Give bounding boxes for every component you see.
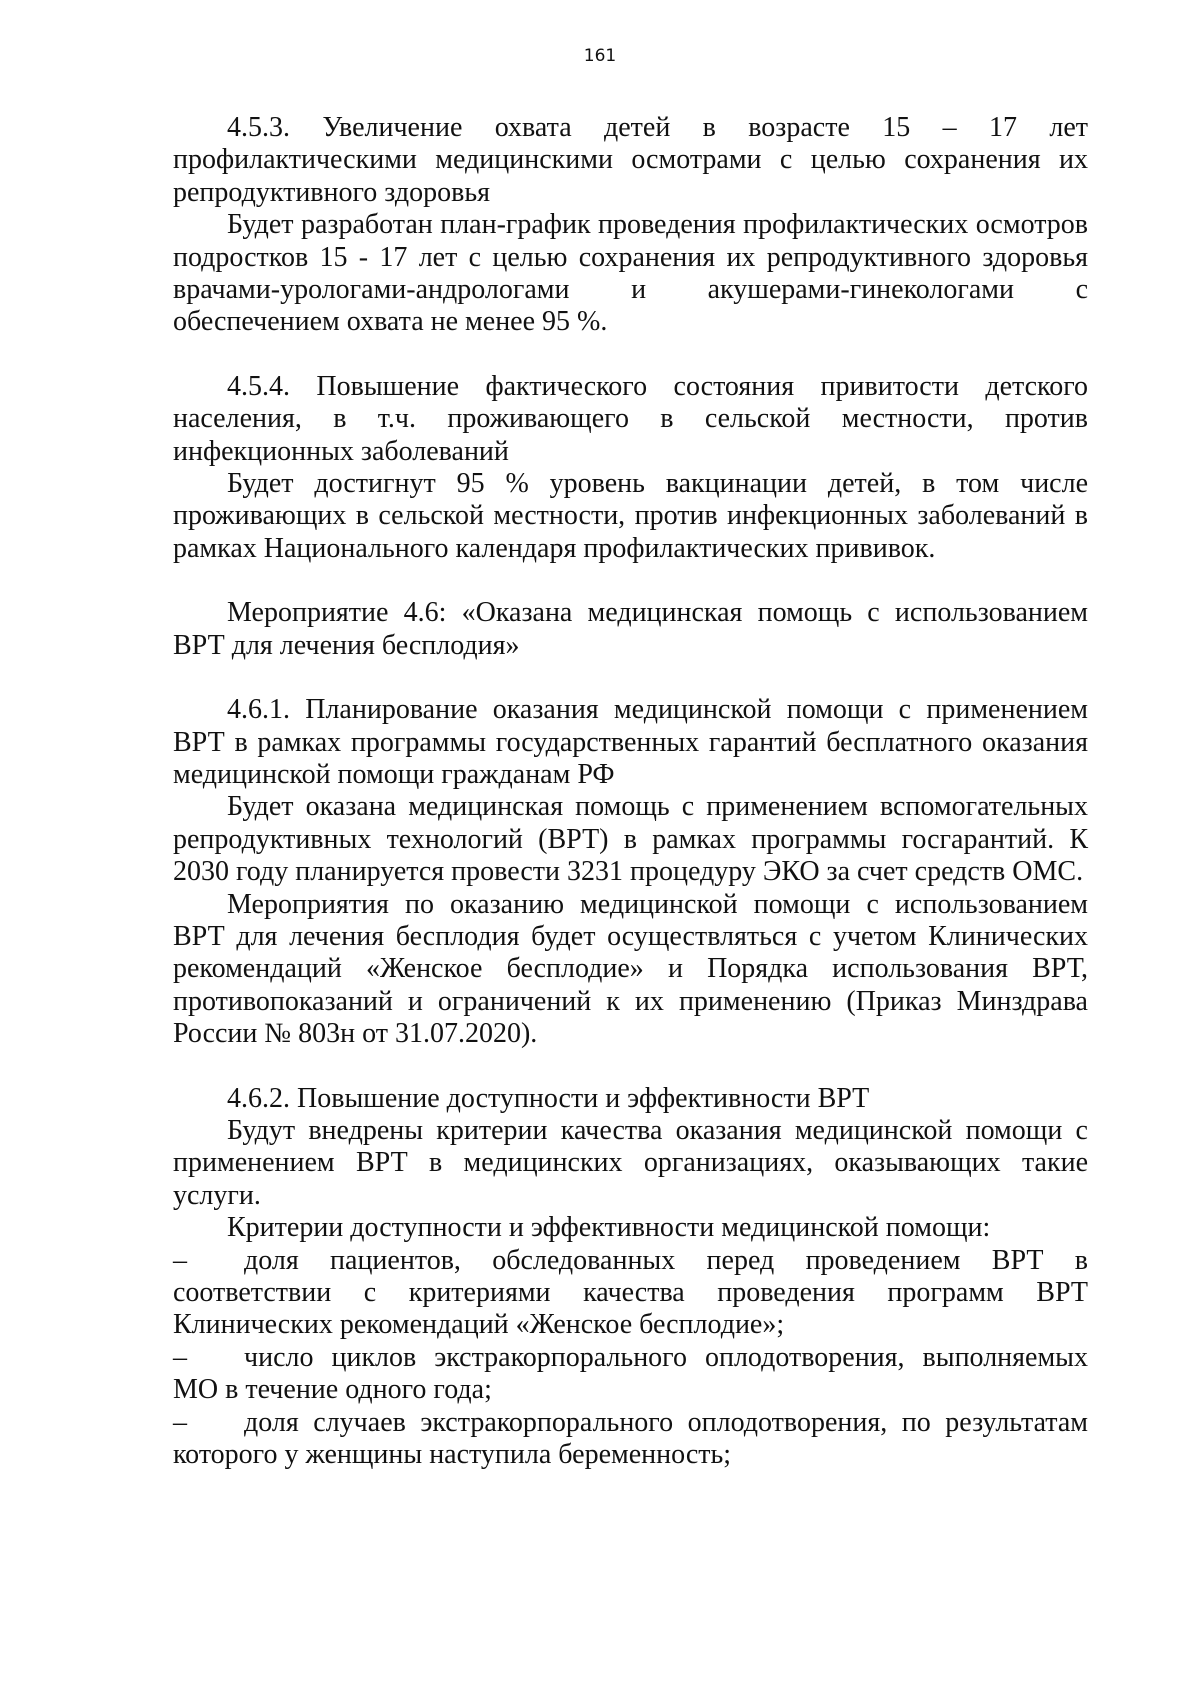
section-4-5-4-heading: 4.5.4. Повышение фактического состояния привитости детского населения, в т.ч. проживающего в сельской местности, против инфекционных заболеваний — [173, 370, 1088, 467]
section-4-6-1-body-1: Будет оказана медицинская помощь с применением вспомогательных репродуктивных технологий (ВРТ) в рамках программы госгарантий. К 2030 году планируется провести 3231 процедуру ЭКО за счет средств ОМС. — [173, 791, 1088, 888]
criteria-title: Критерии доступности и эффективности медицинской помощи: — [227, 1212, 991, 1244]
section-4-5-4-body: Будет достигнут 95 % уровень вакцинации детей, в том числе проживающих в сельской местности, против инфекционных заболеваний в рамках Национального календаря профилактических прививок. — [173, 468, 1088, 564]
criteria-item-text: число циклов экстракорпорального оплодотворения, выполняемых МО в течение одного года; — [173, 1341, 1088, 1406]
criteria-item-text: доля случаев экстракорпорального оплодотворения, по результатам которого у женщины наступила беременность; — [173, 1406, 1088, 1471]
section-4-5-3-heading: 4.5.3. Увеличение охвата детей в возрасте 15 – 17 лет профилактическими медицинскими осмотрами с целью сохранения их репродуктивного здоровья — [173, 112, 1088, 208]
list-item — [173, 1342, 1088, 1407]
bullet-dash: – — [173, 1341, 187, 1373]
list-item — [173, 1407, 1088, 1472]
list-item — [173, 1245, 1088, 1342]
section-4-6-2-body: Будут внедрены критерии качества оказания медицинской помощи с применением ВРТ в медицинских организациях, оказывающих такие услуги. — [173, 1114, 1088, 1211]
section-4-6-2-heading: 4.6.2. Повышение доступности и эффективности ВРТ — [227, 1082, 870, 1114]
criteria-item-text: доля пациентов, обследованных перед проведением ВРТ в соответствии с критериями качества проведения программ ВРТ Клинических рекомендаций «Женское бесплодие»; — [173, 1244, 1088, 1341]
page-number: 161 — [583, 46, 617, 66]
section-4-5-3-body: Будет разработан план-график проведения профилактических осмотров подростков 15 - 17 лет с целью сохранения их репродуктивного здоровья врачами-урологами-андрологами и акушерами-гинекологами с обеспечением охвата не менее 95 %. — [173, 209, 1088, 338]
bullet-dash: – — [173, 1406, 187, 1438]
section-4-6-1-body-2: Мероприятия по оказанию медицинской помощи с использованием ВРТ для лечения бесплодия будет осуществляться с учетом Клинических рекомендаций «Женское бесплодие» и Порядка использования ВРТ, противопоказаний и ограничений к их применению (Приказ Минздрава России № 803н от 31.07.2020). — [173, 888, 1088, 1050]
document-body — [173, 112, 1088, 1471]
section-4-6-1-heading: 4.6.1. Планирование оказания медицинской помощи с применением ВРТ в рамках программы государственных гарантий бесплатного оказания медицинской помощи гражданам РФ — [173, 694, 1088, 790]
bullet-dash: – — [173, 1244, 187, 1276]
event-4-6-title: Мероприятие 4.6: «Оказана медицинская помощь с использованием ВРТ для лечения бесплодия» — [173, 597, 1088, 661]
